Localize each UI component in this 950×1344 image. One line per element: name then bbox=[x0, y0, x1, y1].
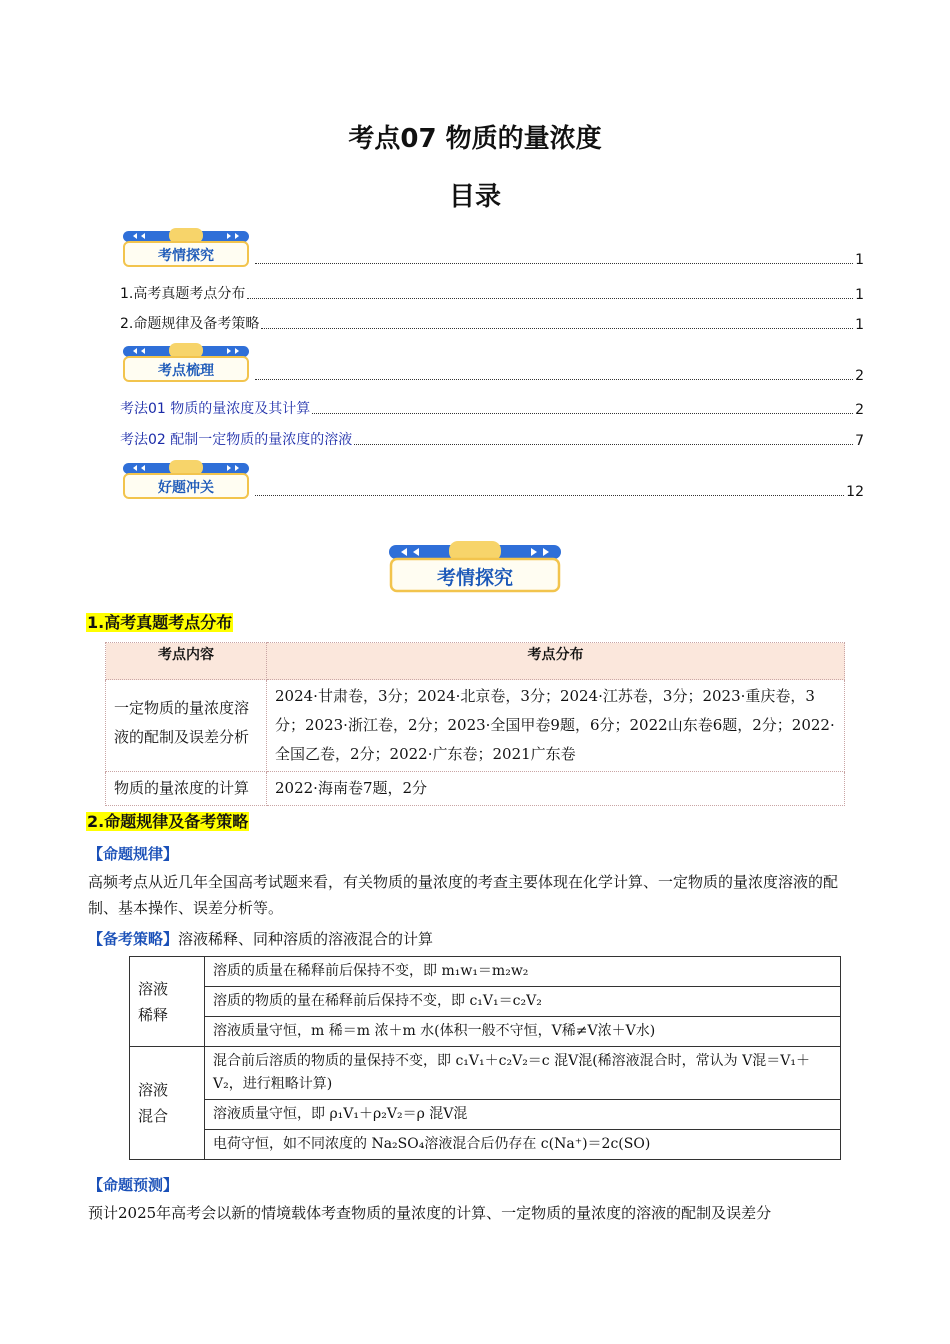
toc-page-number: 1 bbox=[855, 252, 864, 268]
toc-page-number: 7 bbox=[855, 433, 864, 449]
toc-page-number: 12 bbox=[846, 484, 864, 500]
table-cell: 溶液质量守恒，m 稀＝m 浓＋m 水(体积一般不守恒，V稀≠V浓＋V水) bbox=[205, 1017, 841, 1047]
table-cell: 混合前后溶质的物质的量保持不变，即 c₁V₁＋c₂V₂＝c 混V混(稀溶液混合时，常认为 V混＝V₁＋V₂，进行粗略计算) bbox=[205, 1047, 841, 1100]
toc-entry[interactable] bbox=[120, 429, 864, 449]
column-header: 考点分布 bbox=[267, 643, 845, 680]
strategy-line bbox=[88, 928, 433, 949]
predict-text: 预计2025年高考会以新的情境载体考查物质的量浓度的计算、一定物质的量浓度的溶液的配制及误差分 bbox=[88, 1204, 772, 1222]
table-cell: 2022·海南卷7题，2分 bbox=[267, 772, 845, 806]
rule-text: 高频考点从近几年全国高考试题来看，有关物质的量浓度的考查主要体现在化学计算、一定物质的量浓度溶液的配制、基本操作、误差分析等。 bbox=[88, 873, 839, 917]
toc-entry-kaodian[interactable] bbox=[120, 368, 864, 384]
badge-label: 考点梳理 bbox=[158, 363, 214, 379]
toc-entry[interactable] bbox=[120, 283, 864, 303]
toc-entry-label: 2.命题规律及备考策略 bbox=[120, 316, 260, 332]
table-cell: 电荷守恒，如不同浓度的 Na₂SO₄溶液混合后仍存在 c(Na⁺)＝2c(SO) bbox=[205, 1130, 841, 1160]
group-label: 溶液 稀释 bbox=[130, 957, 205, 1047]
table-cell: 一定物质的量浓度溶液的配制及误差分析 bbox=[106, 680, 267, 772]
table-cell: 物质的量浓度的计算 bbox=[106, 772, 267, 806]
toc-entry[interactable] bbox=[120, 398, 864, 418]
rule-tag: 【命题规律】 bbox=[88, 845, 179, 863]
table-header-row bbox=[106, 643, 845, 680]
table-cell: 溶质的质量在稀释前后保持不变，即 m₁w₁＝m₂w₂ bbox=[205, 957, 841, 987]
table-cell: 溶液质量守恒，即 ρ₁V₁＋ρ₂V₂＝ρ 混V混 bbox=[205, 1100, 841, 1130]
toc-entry[interactable] bbox=[120, 313, 864, 333]
toc-entry-label: 考法02 配制一定物质的量浓度的溶液 bbox=[120, 432, 353, 448]
toc-page-number: 1 bbox=[855, 317, 864, 333]
toc-page-number: 2 bbox=[855, 402, 864, 418]
badge-label: 考情探究 bbox=[436, 567, 513, 589]
table-cell: 2024·甘肃卷，3分；2024·北京卷，3分；2024·江苏卷，3分；2023·重庆卷，3分；2023·浙江卷，2分；2023·全国甲卷9题，6分；2022山东卷6题，2分；2022·全国乙卷，2分；2022·广东卷；2021广东卷 bbox=[267, 680, 845, 772]
table-row bbox=[130, 987, 841, 1017]
strategy-text: 溶液稀释、同种溶质的溶液混合的计算 bbox=[178, 930, 434, 948]
section-heading-1: 1.高考真题考点分布 bbox=[87, 613, 233, 632]
predict-tag: 【命题预测】 bbox=[88, 1176, 179, 1194]
toc-entry-label: 考法01 物质的量浓度及其计算 bbox=[120, 401, 311, 417]
table-row bbox=[106, 772, 845, 806]
column-header: 考点内容 bbox=[106, 643, 267, 680]
strategy-tag: 【备考策略】 bbox=[88, 930, 179, 948]
badge-label: 好题冲关 bbox=[158, 480, 214, 496]
toc-title: 目录 bbox=[448, 182, 501, 212]
group-label: 溶液 混合 bbox=[130, 1047, 205, 1160]
table-row bbox=[130, 1017, 841, 1047]
toc-entry-kaoqing[interactable] bbox=[120, 252, 864, 268]
exam-distribution-table bbox=[105, 642, 845, 806]
strategy-table bbox=[129, 956, 841, 1160]
table-cell: 溶质的物质的量在稀释前后保持不变，即 c₁V₁＝c₂V₂ bbox=[205, 987, 841, 1017]
toc-entry-haoti[interactable] bbox=[120, 484, 864, 500]
toc-entry-label: 1.高考真题考点分布 bbox=[120, 286, 246, 302]
table-row bbox=[130, 1100, 841, 1130]
page-title: 考点07 物质的量浓度 bbox=[348, 124, 602, 154]
table-row bbox=[130, 1130, 841, 1160]
toc-page-number: 2 bbox=[855, 368, 864, 384]
table-row bbox=[130, 957, 841, 987]
toc-page-number: 1 bbox=[855, 287, 864, 303]
section-badge bbox=[387, 541, 563, 593]
badge-label: 考情探究 bbox=[158, 248, 214, 264]
table-row bbox=[106, 680, 845, 772]
table-row bbox=[130, 1047, 841, 1100]
section-heading-2: 2.命题规律及备考策略 bbox=[87, 812, 249, 831]
